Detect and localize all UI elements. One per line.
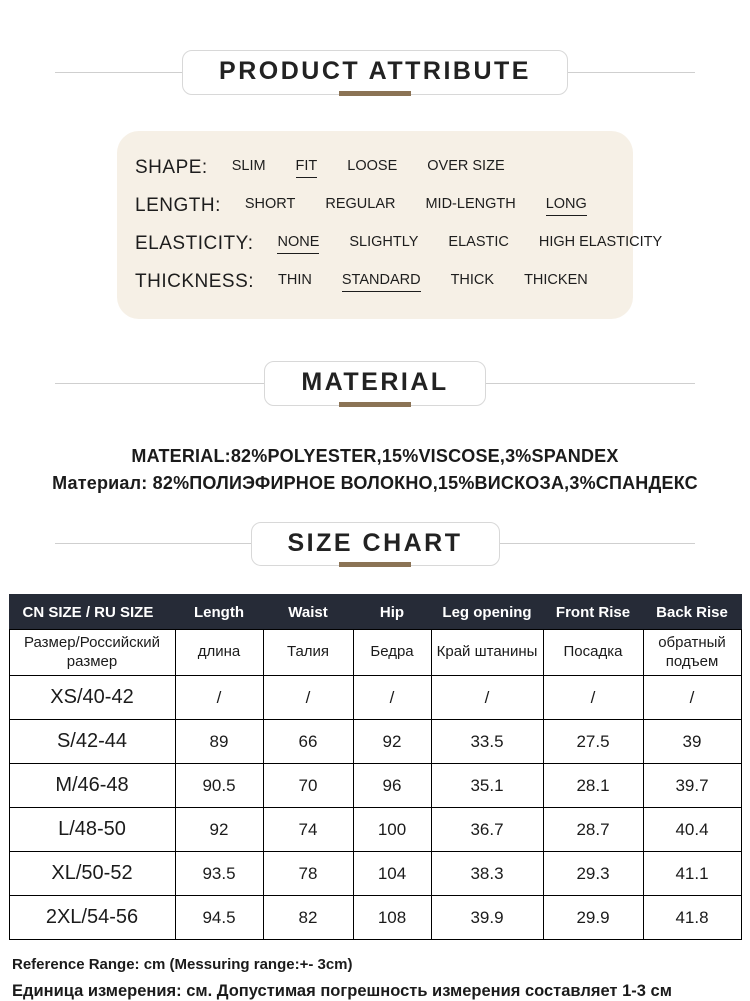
value-cell: 39 bbox=[643, 720, 741, 764]
product-attribute-title: PRODUCT ATTRIBUTE bbox=[219, 57, 531, 85]
decorative-line-left bbox=[55, 383, 264, 384]
value-cell: 89 bbox=[175, 720, 263, 764]
table-subheader-cell: длина bbox=[175, 630, 263, 676]
attribute-label: SHAPE: bbox=[135, 156, 208, 178]
attribute-option: MID-LENGTH bbox=[425, 195, 516, 212]
size-chart-table bbox=[9, 594, 742, 940]
attribute-options bbox=[278, 272, 588, 292]
attribute-row-elasticity bbox=[135, 225, 663, 263]
measurement-unit-note: Единица измерения: см. Допустимая погрешность измерения составляет 1-3 см bbox=[12, 982, 672, 1001]
value-cell: 108 bbox=[353, 896, 431, 940]
table-subheader-cell: Посадка bbox=[543, 630, 643, 676]
value-cell: 28.1 bbox=[543, 764, 643, 808]
size-chart-title-box bbox=[251, 522, 500, 567]
value-cell: 94.5 bbox=[175, 896, 263, 940]
attribute-row-length bbox=[135, 187, 623, 225]
attribute-option: OVER SIZE bbox=[427, 157, 505, 174]
reference-range-note: Reference Range: cm (Messuring range:+- 3cm) bbox=[12, 956, 353, 974]
attribute-label: THICKNESS: bbox=[135, 270, 255, 292]
value-cell: 29.9 bbox=[543, 896, 643, 940]
table-header-cell: CN SIZE / RU SIZE bbox=[9, 595, 175, 630]
material-title: MATERIAL bbox=[301, 367, 449, 396]
value-cell: 29.3 bbox=[543, 852, 643, 896]
value-cell: 39.7 bbox=[643, 764, 741, 808]
attribute-option: SHORT bbox=[244, 195, 296, 212]
decorative-line-left bbox=[55, 72, 182, 73]
attributes-panel bbox=[117, 131, 663, 319]
table-header-cell: Back Rise bbox=[643, 595, 741, 630]
value-cell: 100 bbox=[353, 808, 431, 852]
value-cell: 93.5 bbox=[175, 852, 263, 896]
material-text-ru: Материал: 82%ПОЛИЭФИРНОЕ ВОЛОКНО,15%ВИСКОЗА,3%СПАНДЕКС bbox=[52, 472, 698, 493]
attribute-option: SLIM bbox=[231, 157, 266, 174]
value-cell: 39.9 bbox=[431, 896, 543, 940]
table-row bbox=[9, 808, 741, 852]
attribute-option: STANDARD bbox=[342, 272, 421, 292]
value-cell: 27.5 bbox=[543, 720, 643, 764]
attribute-option: LONG bbox=[546, 196, 587, 216]
table-row bbox=[9, 720, 741, 764]
value-cell: 66 bbox=[263, 720, 353, 764]
value-cell: / bbox=[263, 676, 353, 720]
attribute-option: ELASTIC bbox=[448, 233, 509, 250]
decorative-line-right bbox=[486, 383, 695, 384]
value-cell: / bbox=[643, 676, 741, 720]
value-cell: 41.1 bbox=[643, 852, 741, 896]
attribute-option: THICKEN bbox=[524, 271, 588, 288]
value-cell: 70 bbox=[263, 764, 353, 808]
attribute-options bbox=[232, 158, 505, 178]
value-cell: / bbox=[431, 676, 543, 720]
attribute-options bbox=[245, 196, 587, 216]
size-cell: XS/40-42 bbox=[9, 676, 175, 720]
value-cell: 28.7 bbox=[543, 808, 643, 852]
attribute-row-shape bbox=[135, 149, 623, 187]
decorative-line-left bbox=[55, 543, 251, 544]
table-subheader-cell: обратный подъем bbox=[643, 630, 741, 676]
product-attribute-section-header bbox=[55, 50, 695, 95]
attribute-option: HIGH ELASTICITY bbox=[538, 233, 663, 250]
attribute-option: THIN bbox=[278, 271, 312, 288]
material-composition bbox=[0, 446, 750, 494]
value-cell: 82 bbox=[263, 896, 353, 940]
value-cell: 38.3 bbox=[431, 852, 543, 896]
table-row bbox=[9, 852, 741, 896]
size-cell: 2XL/54-56 bbox=[9, 896, 175, 940]
value-cell: 96 bbox=[353, 764, 431, 808]
size-chart-title: SIZE CHART bbox=[287, 528, 463, 557]
value-cell: 104 bbox=[353, 852, 431, 896]
attribute-row-thickness bbox=[135, 263, 623, 301]
material-title-box bbox=[264, 361, 485, 406]
table-header-cell: Leg opening bbox=[431, 595, 543, 630]
table-row bbox=[9, 676, 741, 720]
attribute-option: THICK bbox=[450, 271, 495, 288]
table-header-cell: Length bbox=[175, 595, 263, 630]
table-header-cell: Hip bbox=[353, 595, 431, 630]
decorative-line-right bbox=[500, 543, 696, 544]
value-cell: 35.1 bbox=[431, 764, 543, 808]
attribute-options bbox=[277, 234, 662, 254]
attribute-label: ELASTICITY: bbox=[135, 232, 254, 254]
table-subheader-cell: Талия bbox=[263, 630, 353, 676]
value-cell: 92 bbox=[353, 720, 431, 764]
attribute-option: FIT bbox=[296, 158, 318, 178]
decorative-line-right bbox=[568, 72, 695, 73]
value-cell: 33.5 bbox=[431, 720, 543, 764]
accent-underline-bar bbox=[339, 402, 411, 407]
table-subheader-cell: Размер/Российский размер bbox=[9, 630, 175, 676]
table-row bbox=[9, 896, 741, 940]
size-cell: XL/50-52 bbox=[9, 852, 175, 896]
size-cell: M/46-48 bbox=[9, 764, 175, 808]
table-subheader-row bbox=[9, 630, 741, 676]
value-cell: / bbox=[353, 676, 431, 720]
table-header-row bbox=[9, 595, 741, 630]
footer-notes bbox=[12, 956, 738, 1001]
value-cell: / bbox=[543, 676, 643, 720]
value-cell: 40.4 bbox=[643, 808, 741, 852]
table-header-cell: Waist bbox=[263, 595, 353, 630]
size-chart-section-header bbox=[55, 522, 695, 567]
table-subheader-cell: Край штанины bbox=[431, 630, 543, 676]
value-cell: 74 bbox=[263, 808, 353, 852]
attribute-option: REGULAR bbox=[325, 195, 396, 212]
value-cell: 90.5 bbox=[175, 764, 263, 808]
attribute-label: LENGTH: bbox=[135, 194, 221, 216]
material-section-header bbox=[55, 361, 695, 406]
attribute-option: NONE bbox=[277, 234, 319, 254]
value-cell: 41.8 bbox=[643, 896, 741, 940]
size-cell: S/42-44 bbox=[9, 720, 175, 764]
value-cell: / bbox=[175, 676, 263, 720]
size-cell: L/48-50 bbox=[9, 808, 175, 852]
material-text-en: MATERIAL:82%POLYESTER,15%VISCOSE,3%SPANDEX bbox=[131, 445, 619, 466]
accent-underline-bar bbox=[339, 91, 411, 96]
product-attribute-title-box bbox=[182, 50, 568, 95]
attribute-option: SLIGHTLY bbox=[349, 233, 419, 250]
value-cell: 78 bbox=[263, 852, 353, 896]
table-header-cell: Front Rise bbox=[543, 595, 643, 630]
accent-underline-bar bbox=[339, 562, 411, 567]
value-cell: 92 bbox=[175, 808, 263, 852]
attribute-option: LOOSE bbox=[347, 157, 398, 174]
table-row bbox=[9, 764, 741, 808]
value-cell: 36.7 bbox=[431, 808, 543, 852]
table-subheader-cell: Бедра bbox=[353, 630, 431, 676]
